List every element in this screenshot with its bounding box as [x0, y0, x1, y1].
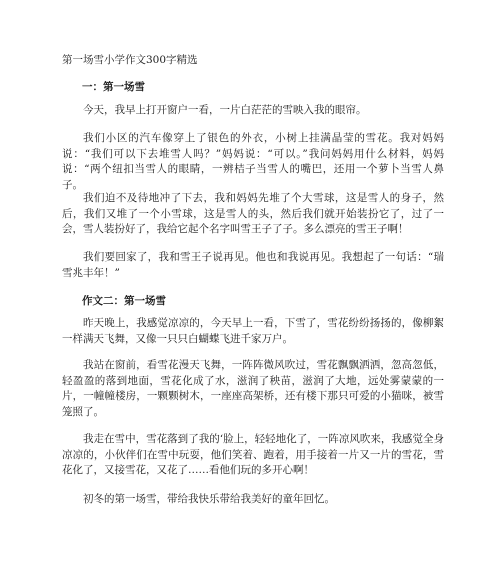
document-title: 第一场雪小学作文300字精选: [62, 54, 198, 66]
essay2-paragraph-3: 我走在雪中，雪花落到了我的‘脸上，轻轻地化了，一阵凉风吹来，我感觉全身凉凉的，小伙伴们在雪中玩耍，他们笑着、跑着，用手接着一片又一片的雪花，雪花化了，又接雪花，又花了……看他们玩的多开心啊！: [62, 433, 444, 476]
essay1-paragraph-2: 我们小区的汽车像穿上了银色的外衣，小树上挂满晶莹的雪花。我对妈妈说：“我们可以下去堆雪人吗？”妈妈说：“可以。”我问妈妈用什么材料，妈妈说：“两个纽扣当雪人的眼睛，一辨桔子当雪人的嘴巴，还用一个萝卜当雪人鼻子。: [62, 132, 444, 191]
essay1-paragraph-1: 今天，我早上打开窗户一看，一片白茫茫的雪映入我的眼帘。: [83, 104, 367, 116]
essay1-paragraph-3: 我们迫不及待地冲了下去，我和妈妈先堆了个大雪球，这是雪人的身子，然后，我们又堆了一个小雪球，这是雪人的头，然后我们就开始装扮它了，过了一会，雪人装扮好了，我给它起个名字叫雪王子了子。多么漂亮的雪王子啊！: [62, 192, 444, 235]
essay2-paragraph-1: 昨天晚上，我感觉凉凉的，今天早上一看，下雪了，雪花纷纷扬扬的，像柳絮一样满天飞舞，又像一只只白蝴蝶飞进千家万户。: [62, 317, 444, 345]
essay1-heading: 一：第一场雪: [82, 81, 145, 93]
essay2-paragraph-2: 我站在窗前，看雪花漫天飞舞，一阵阵微风吹过，雪花飘飘洒洒，忽高忽低，轻盈盈的落到地面，雪花化成了水，滋润了秧苗，滋润了大地，远处雾蒙蒙的一片，一幢幢楼房，一颗颗树木，一座座高架桥，还有楼下那只可爱的小猫咪，被雪笼照了。: [62, 359, 444, 418]
essay2-paragraph-4: 初冬的第一场雪，带给我快乐带给我美好的童年回忆。: [83, 493, 335, 505]
essay2-heading: 作文二：第一场雪: [82, 295, 166, 307]
essay1-paragraph-4: 我们要回家了，我和雪王子说再见。他也和我说再见。我想起了一句话：“瑞雪兆丰年！”: [62, 251, 444, 279]
